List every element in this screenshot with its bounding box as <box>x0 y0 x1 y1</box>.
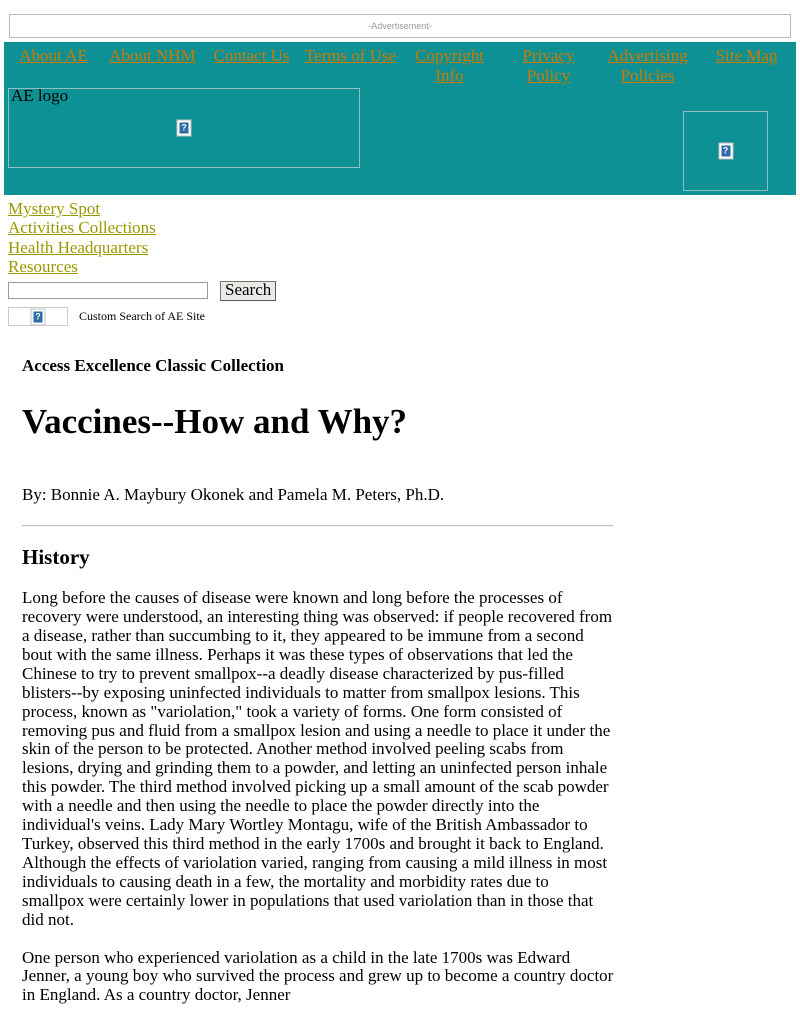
topnav-item-privacy-policy[interactable]: Privacy Policy <box>522 46 575 85</box>
topnav-item-about-ae[interactable]: About AE <box>19 46 88 65</box>
site-logo[interactable] <box>8 88 360 168</box>
topnav-item-terms-of-use[interactable]: Terms of Use <box>304 46 397 65</box>
advertisement-container <box>0 0 800 42</box>
topnav-item-about-nhm[interactable]: About NHM <box>109 46 196 65</box>
sidebar-item-activities-collections[interactable]: Activities Collections <box>8 218 156 238</box>
section-nav <box>0 195 800 276</box>
page-title: Vaccines--How and Why? <box>22 402 408 442</box>
sidebar-item-resources[interactable]: Resources <box>8 256 78 276</box>
sidebar-item-health-headquarters[interactable]: Health Headquarters <box>8 237 149 257</box>
advertisement-label: -Advertisement- <box>9 14 791 38</box>
search-button[interactable]: Search <box>220 281 276 301</box>
article-paragraph: One person who experienced variolation as a child in the late 1700s was Edward Jenner, a young boy who survived the process and grew up to become a country doctor in England. As a country doctor, Jenner <box>22 947 614 1005</box>
article-paragraph: Long before the causes of disease were known and long before the processes of recovery were understood, an interesting thing was observed: if people recovered from a disease, rather than succumbing to it, they appeared to be immune from a second bout with the same illness. Perhaps it was these types of observations that led the Chinese to try to prevent smallpox--a deadly disease characterized by pus-filled blisters--by exposing uninfected individuals to matter from smallpox lesions. This process, known as "variolation," took a variety of forms. One form consisted of removing pus and fluid from a smallpox lesion and using a needle to place it under the skin of the person to be protected. Another method involved peeling scabs from lesions, drying and grinding them to a powder, and letting an uninfected person inhale this powder. The third method involved picking up a small amount of the scab powder with a needle and then using the needle to place the powder directly into the individual's veins. Lady Mary Wortley Montagu, wife of the British Ambassador to Turkey, observed this third method in the early 1700s and brought it back to England. Although the effects of variolation varied, ranging from causing a mild illness in most individuals to causing death in a few, the mortality and morbidity rates due to smallpox were certainly lower in populations that used variolation than in those that did not. <box>22 588 613 929</box>
broken-image-icon: ? <box>32 309 45 324</box>
section-heading-history: History <box>22 545 90 570</box>
topnav-item-contact-us[interactable]: Contact Us <box>213 46 290 65</box>
search-form <box>0 276 800 301</box>
collection-title: Access Excellence Classic Collection <box>22 356 285 376</box>
custom-search-logo[interactable] <box>8 307 68 326</box>
sidebar-item-mystery-spot[interactable]: Mystery Spot <box>8 199 101 218</box>
article <box>0 356 614 1005</box>
byline: By: Bonnie A. Maybury Okonek and Pamela M. Peters, Ph.D. <box>22 485 445 505</box>
topnav-item-copyright-info[interactable]: Copyright Info <box>415 46 484 85</box>
header-image-row <box>4 86 796 195</box>
topnav-item-site-map[interactable]: Site Map <box>715 46 778 65</box>
search-input[interactable] <box>8 282 208 299</box>
site-header <box>4 42 796 195</box>
topnav-item-advertising-policies[interactable]: Advertising Policies <box>607 46 688 85</box>
broken-image-icon: ? <box>178 121 191 136</box>
header-banner-image[interactable] <box>683 111 768 191</box>
top-utility-nav <box>4 42 796 86</box>
custom-search-label: Custom Search of AE Site <box>79 309 205 324</box>
divider <box>22 525 613 527</box>
site-logo-alt-text: AE logo <box>11 86 69 105</box>
custom-search-row <box>0 301 800 326</box>
broken-image-icon: ? <box>719 144 732 159</box>
